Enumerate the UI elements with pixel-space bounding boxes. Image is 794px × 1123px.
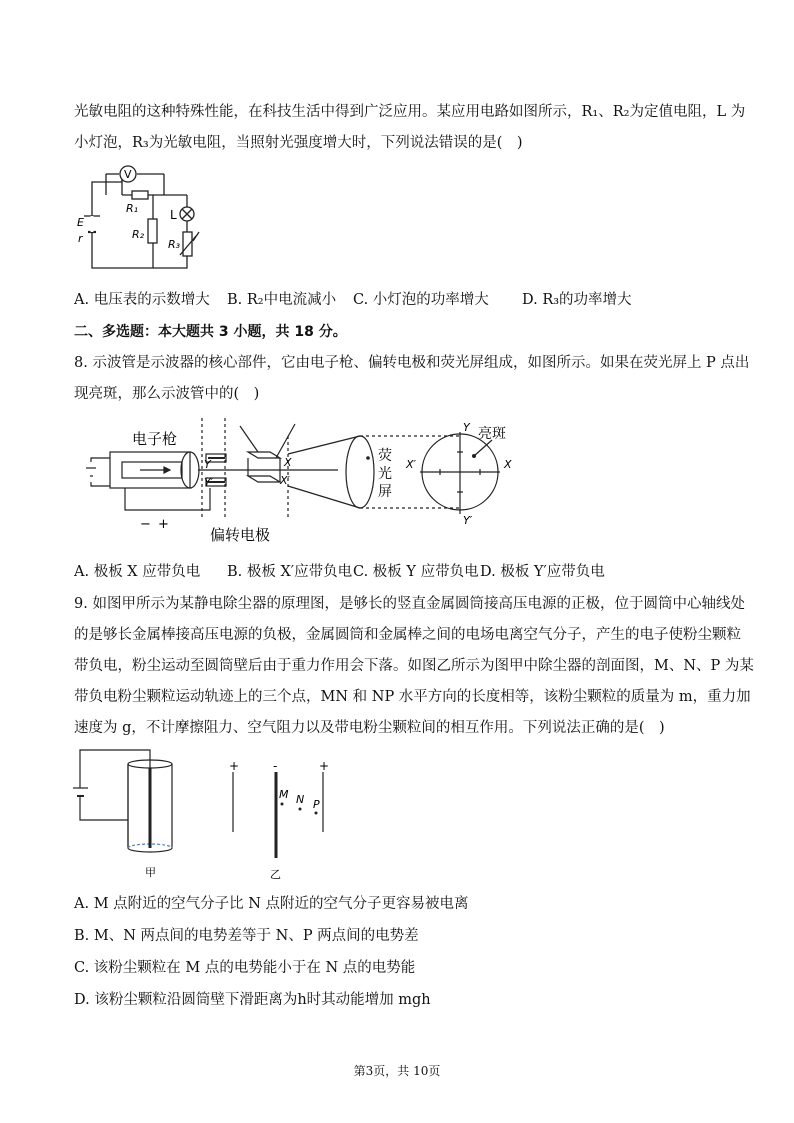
center-minus-sign: - bbox=[273, 759, 278, 773]
point-n-label: N bbox=[296, 793, 305, 806]
q7-option-b: B. R₂中电流减小 bbox=[227, 292, 337, 308]
deflection-electrode-label: 偏转电极 bbox=[210, 526, 271, 544]
q9-line-1: 9. 如图甲所示为某静电除尘器的原理图，是够长的竖直金属圆筒接高压电源的正极，位于圆筒中心轴线处 bbox=[74, 596, 745, 612]
page-footer: 第3页，共 10页 bbox=[353, 1064, 441, 1078]
screen-label-2: 光 bbox=[378, 466, 392, 482]
q7-option-a: A. 电压表的示数增大 bbox=[74, 292, 210, 308]
q9-option-b: B. M、N 两点间的电势差等于 N、P 两点间的电势差 bbox=[74, 928, 419, 944]
plate-y-label: Y bbox=[204, 458, 211, 471]
figure-yi-label: 乙 bbox=[270, 868, 281, 881]
point-p-label: P bbox=[313, 798, 320, 811]
minus-sign: − bbox=[140, 517, 151, 532]
r1-label: R₁ bbox=[126, 202, 139, 215]
right-plus-sign: + bbox=[319, 759, 330, 773]
point-m-label: M bbox=[279, 788, 289, 801]
q7-option-c: C. 小灯泡的功率增大 bbox=[353, 292, 489, 308]
screen-x-prime-label: X′ bbox=[406, 458, 417, 471]
screen-label-1: 荧 bbox=[378, 448, 392, 464]
q7-circuit-diagram bbox=[74, 160, 204, 275]
q9-option-d: D. 该粉尘颗粒沿圆筒壁下滑距离为h时其动能增加 mgh bbox=[74, 992, 431, 1008]
figure-jia-label: 甲 bbox=[145, 866, 156, 879]
screen-label-3: 屏 bbox=[378, 484, 392, 500]
lamp-label: L bbox=[170, 208, 177, 222]
plus-sign: + bbox=[158, 517, 169, 532]
q7-line-2: 小灯泡，R₃为光敏电阻，当照射光强度增大时，下列说法错误的是( ) bbox=[74, 135, 523, 151]
plate-x-prime-label: X′ bbox=[280, 474, 291, 487]
q8-option-d: D. 极板 Y′应带负电 bbox=[480, 564, 605, 580]
q7-option-d: D. R₃的功率增大 bbox=[522, 292, 632, 308]
q8-option-b: B. 极板 X′应带负电 bbox=[227, 564, 353, 580]
left-plus-sign: + bbox=[229, 759, 240, 773]
screen-y-prime-label: Y′ bbox=[463, 514, 473, 527]
electron-gun-label: 电子枪 bbox=[132, 430, 178, 448]
q9-line-4: 带负电粉尘颗粒运动轨迹上的三个点，MN 和 NP 水平方向的长度相等，该粉尘颗粒的质量为 m，重力加 bbox=[74, 689, 751, 705]
q8-line-1: 8. 示波管是示波器的核心部件，它由电子枪、偏转电极和荧光屏组成，如图所示。如果在荧光屏上 P 点出 bbox=[74, 355, 750, 371]
q8-oscilloscope-diagram bbox=[80, 418, 520, 546]
q8-line-2: 现亮斑，那么示波管中的( ) bbox=[74, 386, 260, 402]
q7-line-1: 光敏电阻的这种特殊性能，在科技生活中得到广泛应用。某应用电路如图所示，R₁、R₂为定值电阻，L 为 bbox=[74, 104, 746, 120]
r3-label: R₃ bbox=[168, 238, 181, 251]
q9-option-a: A. M 点附近的空气分子比 N 点附近的空气分子更容易被电离 bbox=[74, 896, 469, 912]
r2-label: R₂ bbox=[132, 228, 145, 241]
bright-spot-label: 亮斑 bbox=[478, 426, 506, 442]
internal-resistance-label: r bbox=[78, 232, 83, 245]
emf-label: E bbox=[77, 216, 84, 229]
screen-x-label: X bbox=[504, 458, 512, 471]
q9-line-2: 的是够长金属棒接高压电源的负极，金属圆筒和金属棒之间的电场电离空气分子，产生的电子使粉尘颗粒 bbox=[74, 627, 741, 643]
q8-option-c: C. 极板 Y 应带负电 bbox=[353, 564, 479, 580]
section-header: 二、多选题：本大题共 3 小题，共 18 分。 bbox=[74, 324, 347, 340]
q9-line-3: 带负电，粉尘运动至圆筒壁后由于重力作用会下落。如图乙所示为图甲中除尘器的剖面图，M、N、P 为某 bbox=[74, 658, 754, 674]
screen-y-label: Y bbox=[463, 421, 470, 434]
q9-line-5: 速度为 g，不计摩擦阻力、空气阻力以及带电粉尘颗粒间的相互作用。下列说法正确的是( ) bbox=[74, 720, 665, 736]
q9-dust-collector-diagram bbox=[70, 748, 350, 883]
voltmeter-label: V bbox=[124, 168, 132, 181]
q9-option-c: C. 该粉尘颗粒在 M 点的电势能小于在 N 点的电势能 bbox=[74, 960, 416, 976]
plate-x-label: X bbox=[284, 456, 292, 469]
plate-y-prime-label: Y′ bbox=[204, 476, 214, 489]
q8-option-a: A. 极板 X 应带负电 bbox=[74, 564, 201, 580]
